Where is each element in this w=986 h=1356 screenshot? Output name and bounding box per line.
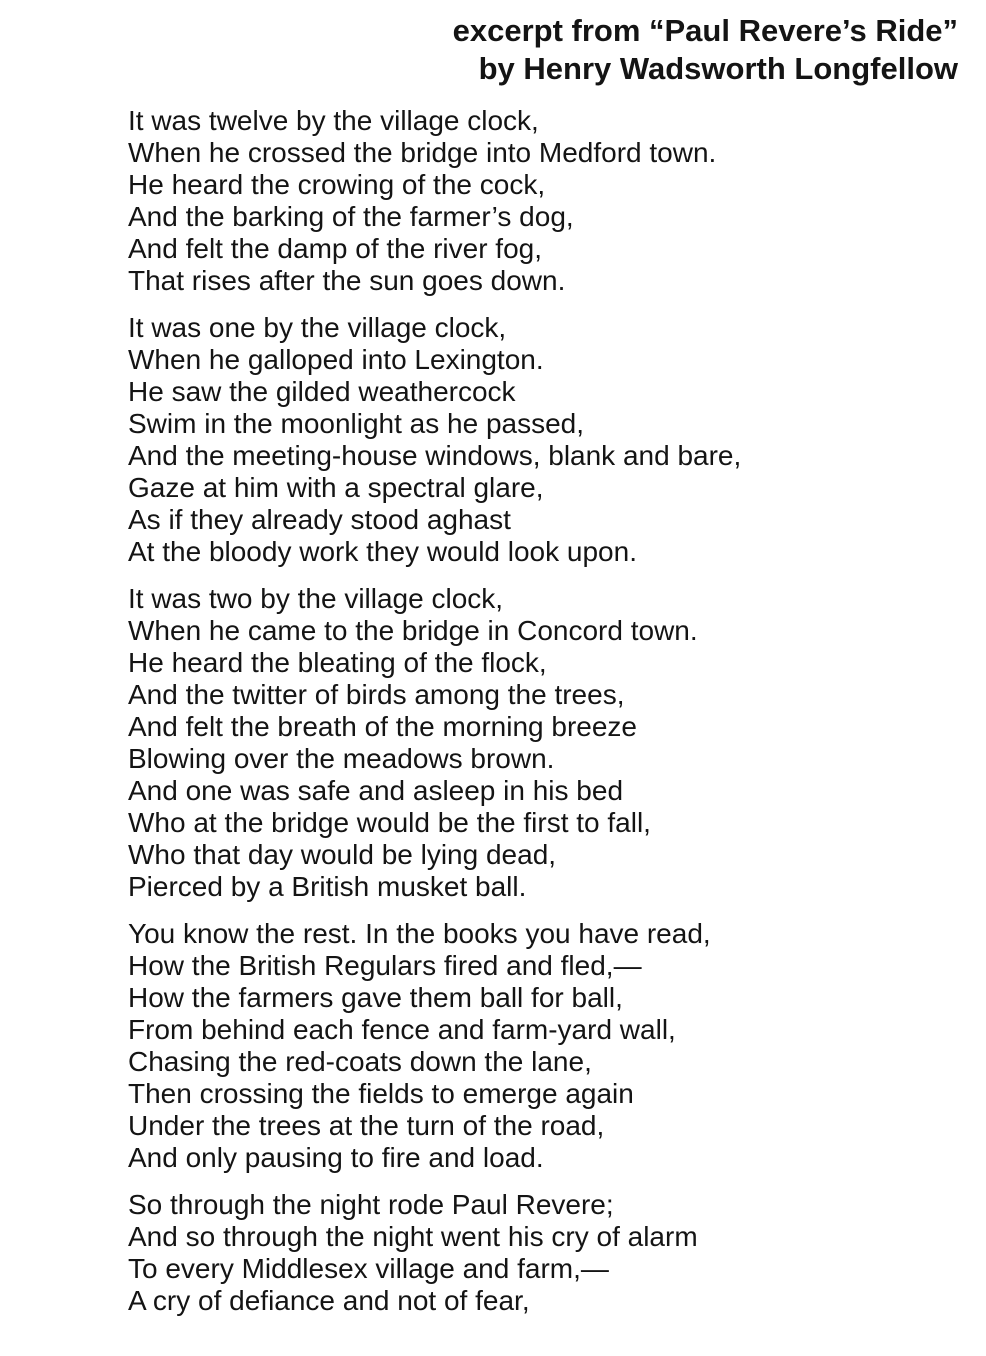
poem-line: It was two by the village clock, xyxy=(128,583,504,614)
poem-stanza xyxy=(128,312,986,568)
poem-line: And felt the damp of the river fog, xyxy=(128,233,543,264)
poem-line: So through the night rode Paul Revere; xyxy=(128,1189,614,1220)
poem-line: And the twitter of birds among the trees, xyxy=(128,679,625,710)
poem-line: How the farmers gave them ball for ball, xyxy=(128,982,623,1013)
poem-stanza xyxy=(128,918,986,1174)
poem-line: From behind each fence and farm-yard wall, xyxy=(128,1014,676,1045)
poem-line: When he crossed the bridge into Medford town. xyxy=(128,137,717,168)
poem-line: And felt the breath of the morning breeze xyxy=(128,711,637,742)
poem-line: Under the trees at the turn of the road, xyxy=(128,1110,605,1141)
poem-stanza xyxy=(128,105,986,297)
poem-line: When he galloped into Lexington. xyxy=(128,344,544,375)
poem-line: When he came to the bridge in Concord town. xyxy=(128,615,698,646)
poem-title: excerpt from “Paul Revere’s Ride” xyxy=(452,13,958,48)
poem-author: by Henry Wadsworth Longfellow xyxy=(478,51,958,86)
poem-header xyxy=(0,12,986,88)
poem-line: Chasing the red-coats down the lane, xyxy=(128,1046,592,1077)
poem-line: That rises after the sun goes down. xyxy=(128,265,566,296)
poem-stanza xyxy=(128,1189,986,1317)
poem-line: A cry of defiance and not of fear, xyxy=(128,1285,530,1316)
poem-line: Gaze at him with a spectral glare, xyxy=(128,472,544,503)
poem-line: And one was safe and asleep in his bed xyxy=(128,775,624,806)
poem-line: How the British Regulars fired and fled,— xyxy=(128,950,642,981)
poem-line: At the bloody work they would look upon. xyxy=(128,536,637,567)
poem-line: Swim in the moonlight as he passed, xyxy=(128,408,585,439)
poem-line: Who that day would be lying dead, xyxy=(128,839,557,870)
poem-line: Who at the bridge would be the first to fall, xyxy=(128,807,651,838)
poem-line: He heard the bleating of the flock, xyxy=(128,647,547,678)
poem-line: It was twelve by the village clock, xyxy=(128,105,539,136)
poem-line: It was one by the village clock, xyxy=(128,312,507,343)
poem-line: Blowing over the meadows brown. xyxy=(128,743,555,774)
poem-line: And the barking of the farmer’s dog, xyxy=(128,201,574,232)
poem-stanza xyxy=(128,583,986,903)
poem-body xyxy=(128,105,986,1317)
poem-line: To every Middlesex village and farm,— xyxy=(128,1253,609,1284)
poem-line: And only pausing to fire and load. xyxy=(128,1142,544,1173)
poem-line: You know the rest. In the books you have read, xyxy=(128,918,711,949)
poem-line: Then crossing the fields to emerge again xyxy=(128,1078,634,1109)
poem-line: And the meeting-house windows, blank and bare, xyxy=(128,440,742,471)
poem-line: He saw the gilded weathercock xyxy=(128,376,516,407)
poem-line: Pierced by a British musket ball. xyxy=(128,871,527,902)
poem-line: He heard the crowing of the cock, xyxy=(128,169,546,200)
poem-line: As if they already stood aghast xyxy=(128,504,511,535)
poem-line: And so through the night went his cry of alarm xyxy=(128,1221,698,1252)
